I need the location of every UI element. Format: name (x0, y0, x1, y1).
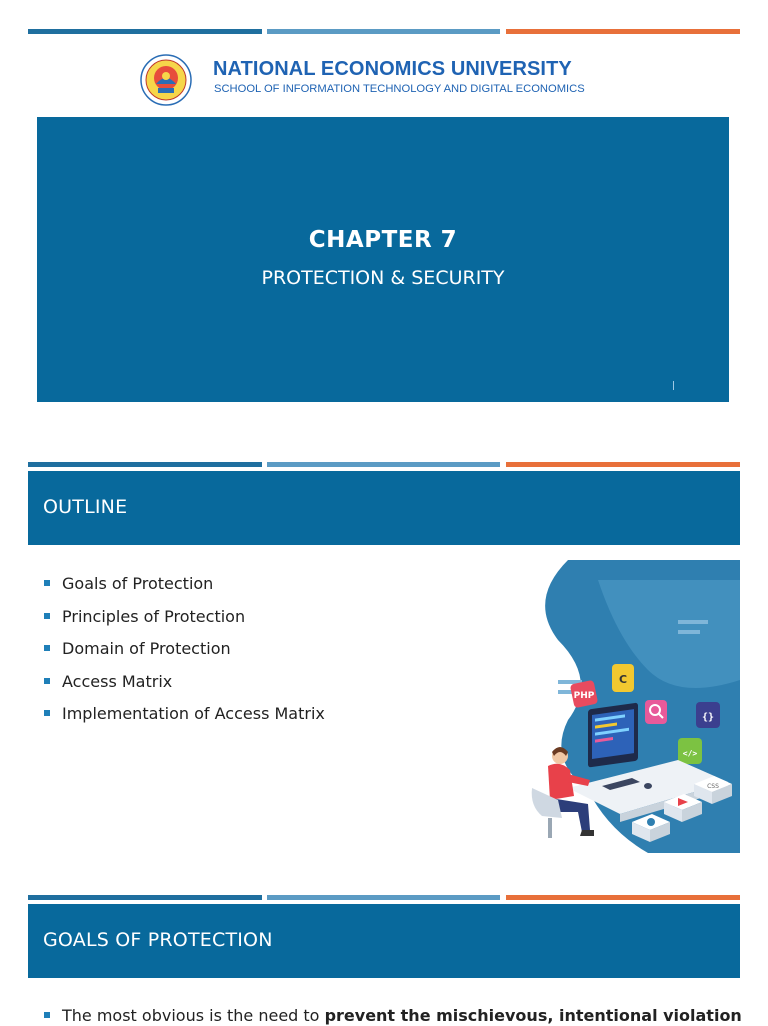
chapter-title-box (37, 117, 729, 402)
monitor-icon (588, 703, 638, 768)
bullet-square-icon (44, 613, 50, 619)
chapter-subtitle: PROTECTION & SECURITY (261, 267, 505, 289)
cursor-mark (673, 381, 674, 390)
code-tag-label: </> (682, 749, 698, 758)
outline-title: OUTLINE (43, 496, 128, 518)
school-name: SCHOOL OF INFORMATION TECHNOLOGY AND DIGITAL ECONOMICS (214, 83, 585, 95)
bullet-square-icon (44, 710, 50, 716)
code-tag-icon (678, 738, 702, 764)
bullet-square-icon (44, 1012, 50, 1018)
goals-header-band (28, 904, 740, 978)
c-label: C (618, 673, 628, 686)
css-label: CSS (707, 783, 719, 790)
goals-first-bullet (44, 1006, 744, 1026)
c-language-icon (612, 664, 634, 692)
goals-stripe-light (267, 895, 500, 900)
university-name: NATIONAL ECONOMICS UNIVERSITY (213, 58, 572, 80)
bullet-square-icon (44, 580, 50, 586)
outline-stripe-light (267, 462, 500, 467)
outline-stripe-orange (506, 462, 740, 467)
university-logo (140, 54, 192, 106)
goals-stripe-dark (28, 895, 262, 900)
php-icon (570, 680, 598, 708)
braces-icon (696, 702, 720, 728)
outline-stripe-dark (28, 462, 262, 467)
goal-text-bold: prevent the mischievous, intentional violation (324, 1006, 742, 1025)
outline-header-band (28, 471, 740, 545)
goals-stripe-orange (506, 895, 740, 900)
bullet-square-icon (44, 678, 50, 684)
braces-label: {} (701, 712, 715, 723)
php-label: PHP (573, 691, 595, 701)
chapter-heading: CHAPTER 7 (308, 227, 458, 253)
search-icon (645, 700, 667, 724)
goals-title: GOALS OF PROTECTION (43, 929, 273, 951)
goal-text-plain: The most obvious is the need to (62, 1006, 325, 1025)
top-stripe-orange (506, 29, 740, 34)
developer-illustration (528, 560, 740, 853)
top-stripe-light (267, 29, 500, 34)
university-header (0, 40, 768, 120)
bullet-square-icon (44, 645, 50, 651)
top-stripe-dark (28, 29, 262, 34)
